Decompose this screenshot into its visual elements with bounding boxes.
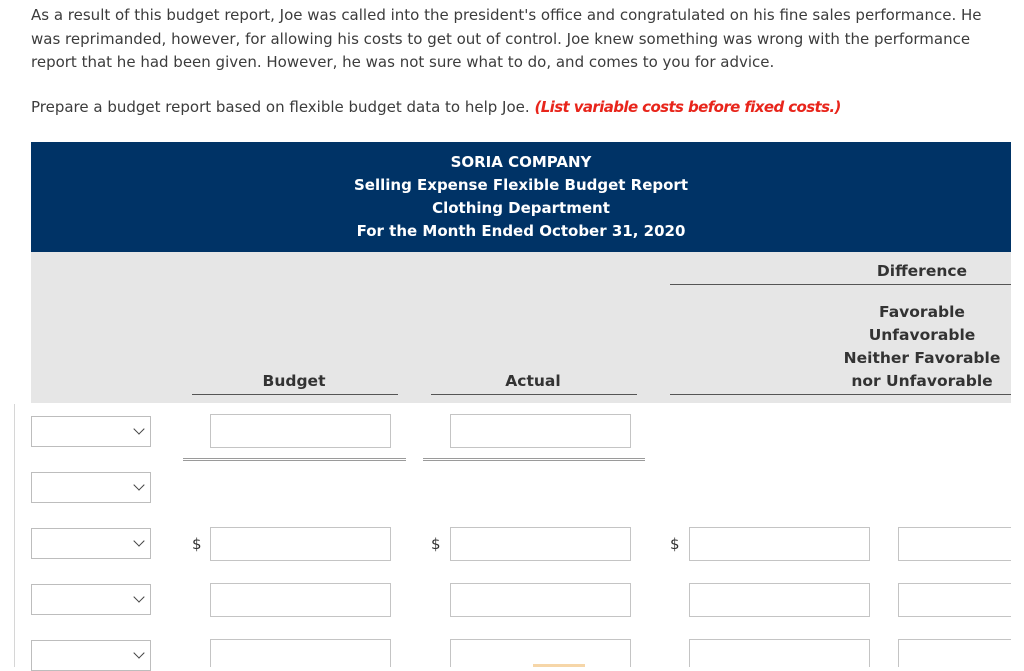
row-4-difference-input[interactable] xyxy=(689,583,870,617)
row-4-expense-select[interactable] xyxy=(31,584,151,615)
row-guide-line xyxy=(14,404,15,667)
row-5-fav-select[interactable] xyxy=(898,639,1011,667)
row-2-expense-select[interactable] xyxy=(31,472,151,503)
chevron-down-icon xyxy=(133,479,144,490)
difference-header-underline xyxy=(670,284,1011,285)
actual-total-double-underline xyxy=(423,458,645,461)
row-3-actual-input[interactable] xyxy=(450,527,631,561)
intro-paragraph: As a result of this budget report, Joe was called into the president's office and congratulated on his fine sales performance. He was reprimanded, however, for allowing his costs to get out of control. Joe knew something was wrong with the performance report that he had been given. However, he was not sure what to do, and comes to you for advice. xyxy=(31,6,982,71)
difference-column-header: Difference xyxy=(876,262,968,280)
row-4-budget-input[interactable] xyxy=(210,583,391,617)
fav-option-unfavorable: Unfavorable xyxy=(868,326,976,344)
row-1-budget-input[interactable] xyxy=(210,414,391,448)
report-header-banner xyxy=(31,142,1011,252)
instruction-note: (List variable costs before fixed costs.) xyxy=(534,98,841,116)
chevron-down-icon xyxy=(133,423,144,434)
fav-option-nor: nor Unfavorable xyxy=(851,372,993,390)
row-5-budget-input[interactable] xyxy=(210,639,391,667)
row-3-budget-dollar: $ xyxy=(192,535,202,553)
row-4-fav-select[interactable] xyxy=(898,583,1011,617)
row-5-actual-input[interactable] xyxy=(450,639,631,667)
report-period: For the Month Ended October 31, 2020 xyxy=(356,222,686,240)
row-3-actual-dollar: $ xyxy=(431,535,441,553)
budget-header-underline xyxy=(192,394,398,395)
row-5-expense-select[interactable] xyxy=(31,640,151,671)
budget-total-double-underline xyxy=(183,458,406,461)
chevron-down-icon xyxy=(133,647,144,658)
chevron-down-icon xyxy=(133,591,144,602)
row-5-difference-input[interactable] xyxy=(689,639,870,667)
row-3-budget-input[interactable] xyxy=(210,527,391,561)
column-header-band xyxy=(31,252,1011,403)
row-3-difference-dollar: $ xyxy=(670,535,680,553)
report-title: Selling Expense Flexible Budget Report xyxy=(353,176,688,194)
instruction-paragraph xyxy=(31,96,1001,119)
instruction-text: Prepare a budget report based on flexible budget data to help Joe. xyxy=(31,98,530,116)
row-1-actual-input[interactable] xyxy=(450,414,631,448)
row-3-difference-input[interactable] xyxy=(689,527,870,561)
fav-option-neither: Neither Favorable xyxy=(843,349,1001,367)
row-1-expense-select[interactable] xyxy=(31,416,151,447)
row-4-actual-input[interactable] xyxy=(450,583,631,617)
department-name: Clothing Department xyxy=(432,199,610,217)
row-3-expense-select[interactable] xyxy=(31,528,151,559)
actual-header-underline xyxy=(431,394,637,395)
fav-option-favorable: Favorable xyxy=(879,303,965,321)
row-3-fav-select[interactable] xyxy=(898,527,1011,561)
chevron-down-icon xyxy=(133,535,144,546)
actual-column-header: Actual xyxy=(505,372,561,390)
company-name: SORIA COMPANY xyxy=(450,153,592,171)
budget-column-header: Budget xyxy=(262,372,326,390)
fav-header-underline xyxy=(670,394,1011,395)
